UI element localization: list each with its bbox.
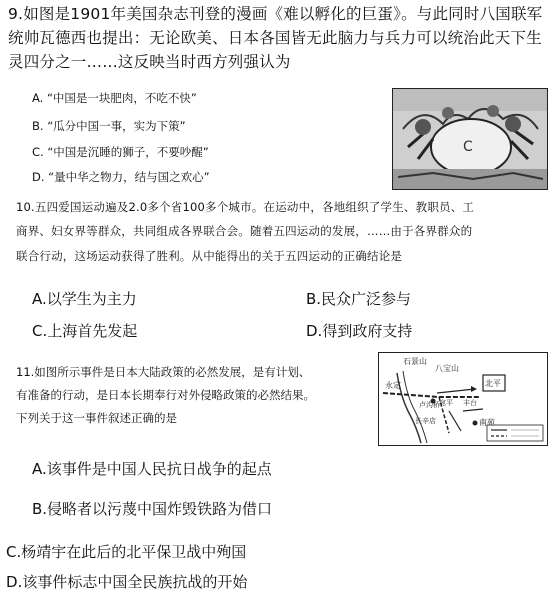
map-label-lugouqiao: 卢沟桥 <box>419 401 440 409</box>
q11-option-d[interactable]: D.该事件标志中国全民族抗战的开始 <box>6 573 248 591</box>
map-label-fengtai: 丰台 <box>463 399 477 407</box>
q11-option-b[interactable]: B.侵略者以污蔑中国炸毁铁路为借口 <box>32 500 273 518</box>
q10-option-a[interactable]: A.以学生为主力 <box>32 290 137 308</box>
q9-option-b[interactable]: B. “瓜分中国一事，实为下策” <box>32 119 186 133</box>
q9-stem-line-3: 灵四分之一……这反映当时西方列强认为 <box>8 53 291 71</box>
q11-stem-line-1: 11.如图所示事件是日本大陆政策的必然发展，是有计划、 <box>16 365 311 379</box>
q9-option-a[interactable]: A. “中国是一块肥肉，不吃不快” <box>32 91 197 105</box>
q11-option-a[interactable]: A.该事件是中国人民抗日战争的起点 <box>32 460 272 478</box>
q10-stem-line-3: 联合行动，这场运动获得了胜利。从中能得出的关于五四运动的正确结论是 <box>16 249 403 263</box>
map-label-shijingshan: 石景山 <box>403 357 427 366</box>
map-label-beiping: 北平 <box>485 379 501 388</box>
q9-option-d[interactable]: D. “量中华之物力，结与国之欢心” <box>32 170 210 184</box>
q11-stem-line-3: 下列关于这一事件叙述正确的是 <box>16 411 177 425</box>
q10-option-b[interactable]: B.民众广泛参与 <box>306 290 412 308</box>
q10-stem-line-1: 10.五四爱国运动遍及2.0多个省100多个城市。在运动中，各地组织了学生、教职员、工 <box>16 200 475 214</box>
q10-option-c[interactable]: C.上海首先发起 <box>32 322 138 340</box>
lugouqiao-map <box>378 352 548 446</box>
map-label-changxindian: 长辛店 <box>415 417 436 425</box>
q10-option-d[interactable]: D.得到政府支持 <box>306 322 413 340</box>
q11-stem-line-2: 有准备的行动，是日本长期奉行对外侵略政策的必然结果。 <box>16 388 315 402</box>
q9-option-c[interactable]: C. “中国是沉睡的狮子，不要吵醒” <box>32 145 209 159</box>
q9-stem-line-2: 统帅瓦德西也提出：无论欧美、日本各国皆无此脑力与兵力可以统治此天下生 <box>8 29 542 47</box>
map-label-wanping: 宛平 <box>439 399 453 407</box>
map-label-nanyuan: 南苑 <box>479 418 495 427</box>
cartoon-egg-image <box>392 88 548 190</box>
q11-option-c[interactable]: C.杨靖宇在此后的北平保卫战中殉国 <box>6 543 247 561</box>
map-label-babaoshan: 八宝山 <box>435 364 459 373</box>
q9-stem-line-1: 9.如图是1901年美国杂志刊登的漫画《难以孵化的巨蛋》。与此同时八国联军 <box>8 5 543 23</box>
map-label-yongding: 永定 <box>385 381 401 390</box>
q10-stem-line-2: 商界、妇女界等群众，共同组成各界联合会。随着五四运动的发展，……由于各界群众的 <box>16 224 473 238</box>
svg-text:C: C <box>463 139 473 155</box>
